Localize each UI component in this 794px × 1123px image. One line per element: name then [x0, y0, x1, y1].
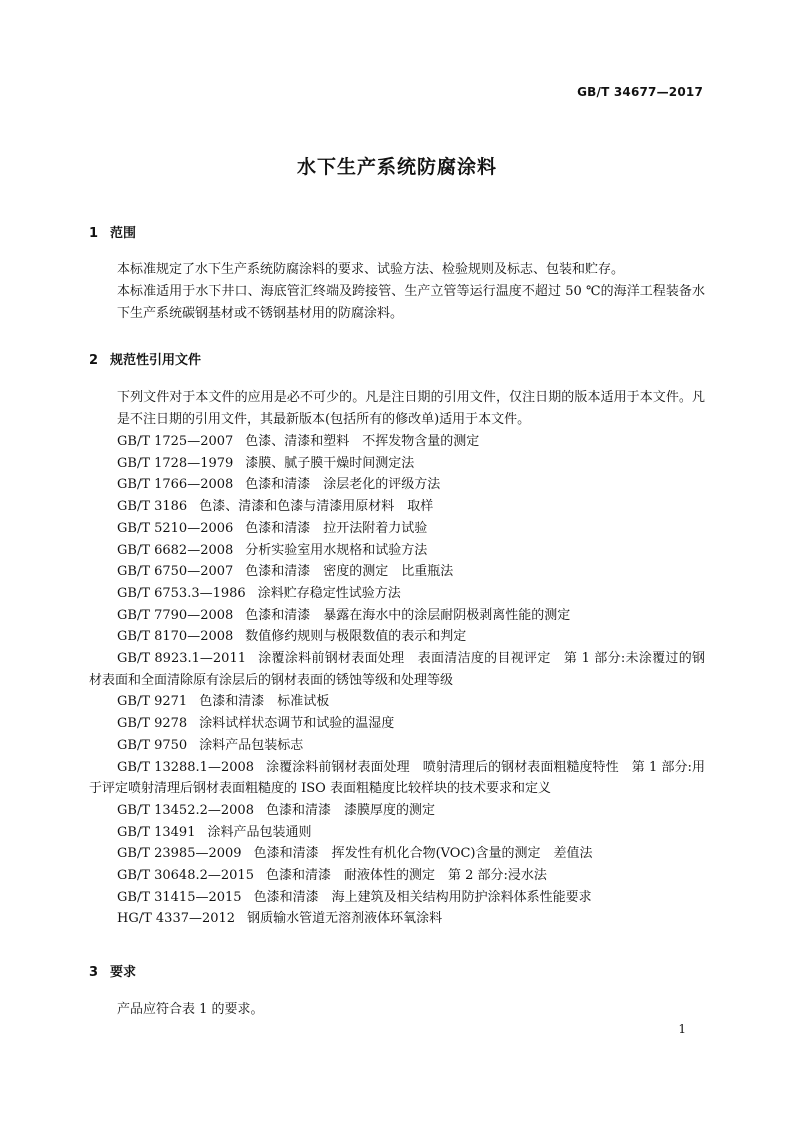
reference-code: GB/T 6750—2007: [117, 564, 234, 580]
reference-title: 分析实验室用水规格和试验方法: [245, 542, 428, 558]
reference-item: [89, 713, 705, 735]
reference-item: [89, 518, 705, 540]
paragraph-text: 本标准规定了水下生产系统防腐涂料的要求、试验方法、检验规则及标志、包装和贮存。: [117, 262, 625, 277]
reference-title: 色漆和清漆 挥发性有机化合物(VOC)含量的测定 差值法: [253, 846, 593, 862]
section-2-intro: [89, 387, 705, 430]
reference-code: GB/T 9750: [117, 737, 188, 753]
reference-title: 色漆、清漆和色漆与清漆用原材料 取样: [199, 499, 434, 515]
reference-code: GB/T 6682—2008: [117, 542, 234, 558]
section-2-heading: [89, 349, 201, 368]
reference-item: [89, 496, 705, 518]
reference-code: GB/T 13288.1—2008: [117, 759, 255, 775]
reference-item: [89, 757, 705, 800]
reference-title: 涂料试样状态调节和试验的温湿度: [199, 716, 395, 732]
reference-item: [89, 648, 705, 691]
reference-item: [89, 540, 705, 562]
reference-title: 色漆和清漆 拉开法附着力试验: [245, 520, 428, 536]
reference-code: GB/T 31415—2015: [117, 889, 242, 905]
reference-title: 色漆和清漆 暴露在海水中的涂层耐阴极剥离性能的测定: [245, 607, 571, 623]
section-1-heading: [89, 222, 136, 241]
section-number: 2: [89, 353, 99, 368]
reference-title: 色漆和清漆 涂层老化的评级方法: [245, 477, 441, 493]
reference-title: 涂料产品包装通则: [207, 824, 312, 840]
page-number: 1: [678, 1022, 686, 1036]
reference-code: GB/T 5210—2006: [117, 520, 234, 536]
reference-code: GB/T 8170—2008: [117, 629, 234, 645]
reference-item: [89, 908, 705, 930]
reference-item: [89, 822, 705, 844]
reference-title: 涂料贮存稳定性试验方法: [257, 585, 401, 601]
section-number: 1: [89, 226, 99, 241]
standard-code: GB/T 34677—2017: [577, 85, 703, 99]
normative-references-list: [89, 431, 705, 930]
reference-code: GB/T 30648.2—2015: [117, 868, 254, 884]
reference-title: 色漆和清漆 密度的测定 比重瓶法: [245, 564, 454, 580]
reference-item: [89, 561, 705, 583]
reference-title: 色漆和清漆 标准试板: [199, 694, 330, 710]
reference-code: GB/T 1766—2008: [117, 477, 234, 493]
document-title: 水下生产系统防腐涂料: [296, 156, 497, 178]
reference-code: GB/T 23985—2009: [117, 846, 242, 862]
section-1-paragraph-1: [89, 259, 705, 281]
reference-code: GB/T 13452.2—2008: [117, 802, 254, 818]
reference-item: [89, 453, 705, 475]
section-1-paragraph-2: [89, 281, 705, 324]
reference-item: [89, 431, 705, 453]
paragraph-text: 下列文件对于本文件的应用是必不可少的。凡是注日期的引用文件，仅注日期的版本适用于本文件。凡是不注日期的引用文件，其最新版本(包括所有的修改单)适用于本文件。: [117, 390, 705, 427]
reference-title: 数值修约规则与极限数值的表示和判定: [245, 629, 467, 645]
reference-code: GB/T 9278: [117, 716, 188, 732]
section-3-paragraph-1: [89, 999, 705, 1021]
reference-code: GB/T 9271: [117, 694, 188, 710]
reference-item: [89, 887, 705, 909]
reference-item: [89, 605, 705, 627]
section-title: 范围: [110, 226, 137, 241]
reference-title: 涂覆涂料前钢材表面处理 表面清洁度的目视评定 第 1 部分:未涂覆过的钢材表面和全面清除原有涂层后的钢材表面的锈蚀等级和处理等级: [89, 651, 705, 688]
reference-title: 涂料产品包装标志: [199, 737, 304, 753]
paragraph-text: 产品应符合表 1 的要求。: [117, 1002, 264, 1017]
reference-item: [89, 691, 705, 713]
reference-code: GB/T 13491: [117, 824, 196, 840]
reference-item: [89, 843, 705, 865]
reference-code: GB/T 1728—1979: [117, 455, 234, 471]
reference-title: 色漆和清漆 漆膜厚度的测定: [265, 802, 435, 818]
section-3-heading: [89, 961, 136, 980]
reference-title: 色漆和清漆 耐液体性的测定 第 2 部分:浸水法: [265, 868, 547, 884]
reference-title: 涂覆涂料前钢材表面处理 喷射清理后的钢材表面粗糙度特性 第 1 部分:用于评定喷射清理后钢材表面粗糙度的 ISO 表面粗糙度比较样块的技术要求和定义: [89, 759, 705, 797]
paragraph-text: 本标准适用于水下井口、海底管汇终端及跨接管、生产立管等运行温度不超过 50 ℃的海洋工程装备水下生产系统碳钢基材或不锈钢基材用的防腐涂料。: [117, 284, 705, 321]
reference-code: GB/T 1725—2007: [117, 434, 234, 449]
reference-code: GB/T 7790—2008: [117, 607, 234, 623]
reference-code: GB/T 6753.3—1986: [117, 585, 246, 601]
section-title: 规范性引用文件: [110, 353, 202, 368]
section-title: 要求: [110, 965, 137, 980]
reference-item: [89, 735, 705, 757]
section-number: 3: [89, 965, 99, 980]
reference-title: 色漆、清漆和塑料 不挥发物含量的测定: [245, 434, 480, 449]
reference-item: [89, 583, 705, 605]
reference-title: 钢质输水管道无溶剂液体环氧涂料: [247, 911, 443, 927]
reference-item: [89, 865, 705, 887]
reference-title: 色漆和清漆 海上建筑及相关结构用防护涂料体系性能要求: [253, 889, 592, 905]
reference-item: [89, 474, 705, 496]
reference-code: GB/T 3186: [117, 499, 188, 515]
reference-code: HG/T 4337—2012: [117, 911, 236, 927]
reference-item: [89, 800, 705, 822]
reference-item: [89, 626, 705, 648]
reference-title: 漆膜、腻子膜干燥时间测定法: [245, 455, 415, 471]
reference-code: GB/T 8923.1—2011: [117, 651, 246, 667]
